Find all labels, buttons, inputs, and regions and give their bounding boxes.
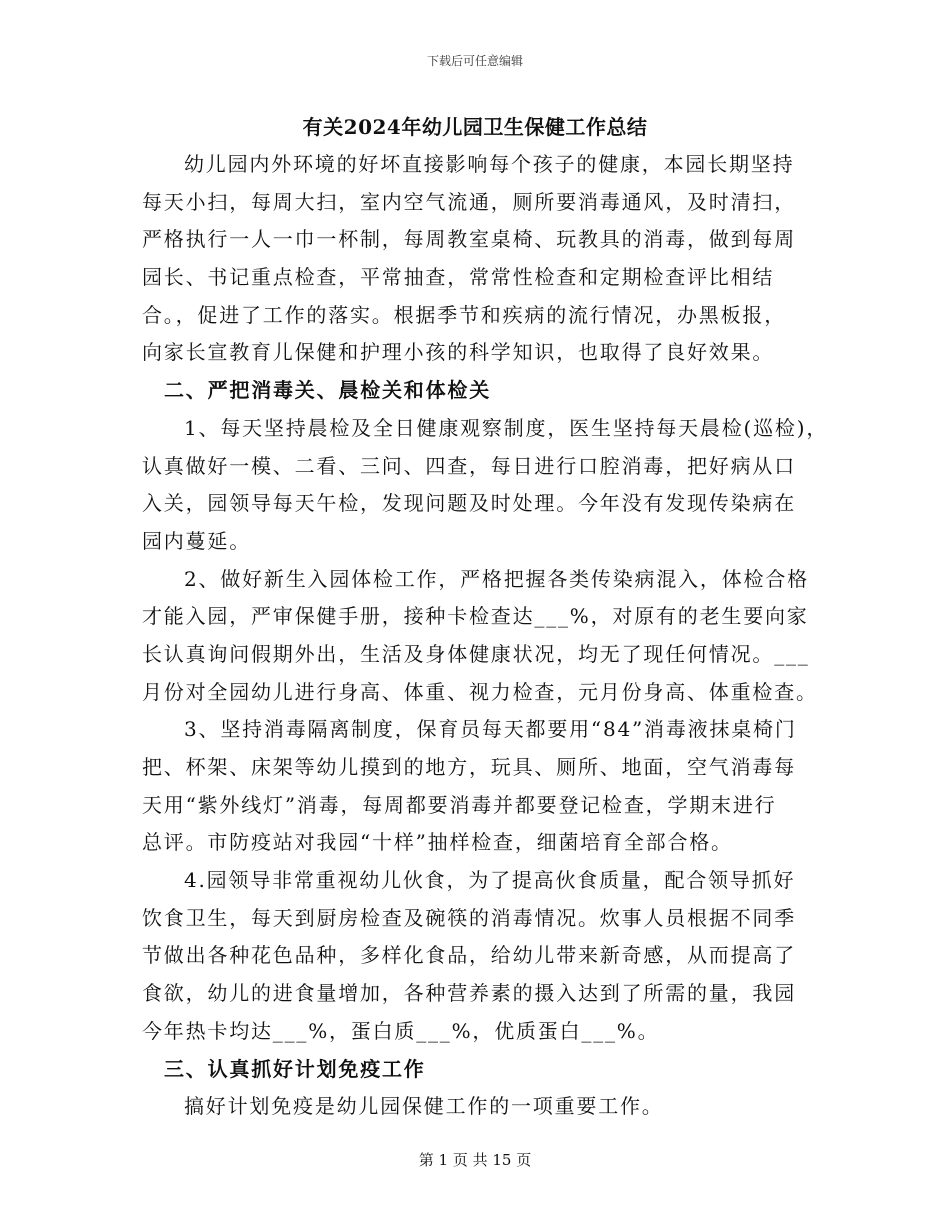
body-line: 合。，促进了工作的落实。根据季节和疾病的流行情况，办黑板报， [142, 302, 786, 327]
body-line: 月份对全园幼儿进行身高、体重、视力检查，元月份身高、体重检查。 [142, 679, 818, 704]
section-heading: 二、严把消毒关、晨检关和体检关 [164, 378, 491, 403]
document-title: 有关2024年幼儿园卫生保健工作总结 [302, 115, 648, 139]
body-line: 长认真询问假期外出，生活及身体健康状况，均无了现任何情况。___ [142, 641, 810, 666]
page-footer: 第 1 页 共 15 页 [418, 1151, 532, 1169]
header-note: 下载后可任意编辑 [426, 54, 523, 68]
body-line: 2、做好新生入园体检工作，严格把握各类传染病混入，体检合格 [184, 566, 809, 591]
body-line: 食欲，幼儿的进食量增加，各种营养素的摄入达到了所需的量，我园 [142, 981, 796, 1006]
body-line: 幼儿园内外环境的好坏直接影响每个孩子的健康，本园长期坚持 [184, 152, 795, 176]
body-line: 节做出各种花色品种，多样化食品，给幼儿带来新奇感，从而提高了 [142, 943, 796, 968]
body-line: 1、每天坚持晨检及全日健康观察制度，医生坚持每天晨检(巡检)， [184, 415, 829, 440]
body-line: 严格执行一人一巾一杯制，每周教室桌椅、玩教具的消毒，做到每周 [142, 227, 796, 252]
body-line: 向家长宣教育儿保健和护理小孩的科学知识，也取得了良好效果。 [142, 340, 775, 365]
body-line: 搞好计划免疫是幼儿园保健工作的一项重要工作。 [184, 1094, 664, 1119]
body-line: 每天小扫，每周大扫，室内空气流通，厕所要消毒通风，及时清扫， [142, 189, 796, 214]
body-line: 园长、书记重点检查，平常抽查，常常性检查和定期检查评比相结 [142, 265, 775, 290]
body-line: 认真做好一模、二看、三问、四查，每日进行口腔消毒，把好病从口 [142, 453, 796, 478]
body-line: 今年热卡均达___%，蛋白质___%，优质蛋白___%。 [142, 1018, 660, 1043]
body-line: 饮食卫生，每天到厨房检查及碗筷的消毒情况。炊事人员根据不同季 [142, 905, 796, 930]
body-line: 把、杯架、床架等幼儿摸到的地方，玩具、厕所、地面，空气消毒每 [142, 755, 796, 779]
body-line: 园内蔓延。 [142, 528, 251, 553]
body-line: 3、坚持消毒隔离制度，保育员每天都要用“84”消毒液抹桌椅门 [184, 717, 797, 742]
body-line: 4.园领导非常重视幼儿伙食，为了提高伙食质量，配合领导抓好 [184, 868, 796, 893]
body-line: 天用“紫外线灯”消毒，每周都要消毒并都要登记检查，学期末进行 [142, 792, 777, 817]
section-heading: 三、认真抓好计划免疫工作 [164, 1056, 426, 1081]
body-line: 入关，园领导每天午检，发现问题及时处理。今年没有发现传染病在 [142, 491, 796, 516]
body-line: 总评。市防疫站对我园“十样”抽样检查，细菌培育全部合格。 [142, 830, 733, 855]
body-line: 才能入园，严审保健手册，接种卡检查达___%，对原有的老生要向家 [142, 604, 809, 629]
document-body [142, 146, 829, 1126]
